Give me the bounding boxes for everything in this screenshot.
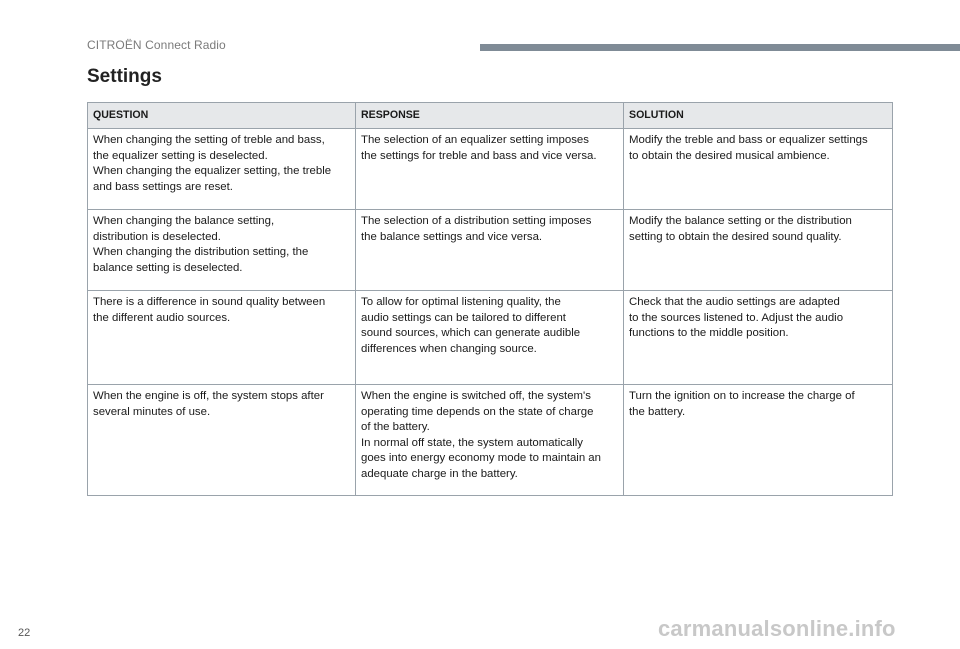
column-header-response: RESPONSE <box>356 103 624 129</box>
header-decorative-bar <box>480 44 960 51</box>
question-cell: When changing the setting of treble and bass, the equalizer setting is deselected. When changing the equalizer setting, the treble and bass settings are reset. <box>88 129 356 210</box>
solution-cell: Check that the audio settings are adapted to the sources listened to. Adjust the audio functions to the middle position. <box>624 291 893 385</box>
page-number: 22 <box>18 627 31 639</box>
table-row <box>88 291 893 385</box>
response-cell: To allow for optimal listening quality, the audio settings can be tailored to different sound sources, which can generate audible differences when changing source. <box>356 291 624 385</box>
response-cell: The selection of a distribution setting imposes the balance settings and vice versa. <box>356 210 624 291</box>
response-cell: The selection of an equalizer setting imposes the settings for treble and bass and vice versa. <box>356 129 624 210</box>
table-row <box>88 210 893 291</box>
table-header-row <box>88 103 893 129</box>
question-cell: There is a difference in sound quality between the different audio sources. <box>88 291 356 385</box>
watermark-link[interactable]: carmanualsonline.info <box>658 616 896 641</box>
table-row <box>88 385 893 496</box>
question-cell: When changing the balance setting, distribution is deselected. When changing the distribution setting, the balance setting is deselected. <box>88 210 356 291</box>
solution-cell: Modify the balance setting or the distribution setting to obtain the desired sound quality. <box>624 210 893 291</box>
solution-cell: Modify the treble and bass or equalizer settings to obtain the desired musical ambience. <box>624 129 893 210</box>
page-title: Settings <box>87 66 162 87</box>
column-header-solution: SOLUTION <box>624 103 893 129</box>
response-cell: When the engine is switched off, the system's operating time depends on the state of charge of the battery. In normal off state, the system automatically goes into energy economy mode to maintain an adequate charge in the battery. <box>356 385 624 496</box>
table-row <box>88 129 893 210</box>
document-header-title: CITROËN Connect Radio <box>87 38 226 52</box>
question-cell: When the engine is off, the system stops after several minutes of use. <box>88 385 356 496</box>
column-header-question: QUESTION <box>88 103 356 129</box>
solution-cell: Turn the ignition on to increase the charge of the battery. <box>624 385 893 496</box>
settings-faq-table <box>87 102 893 496</box>
